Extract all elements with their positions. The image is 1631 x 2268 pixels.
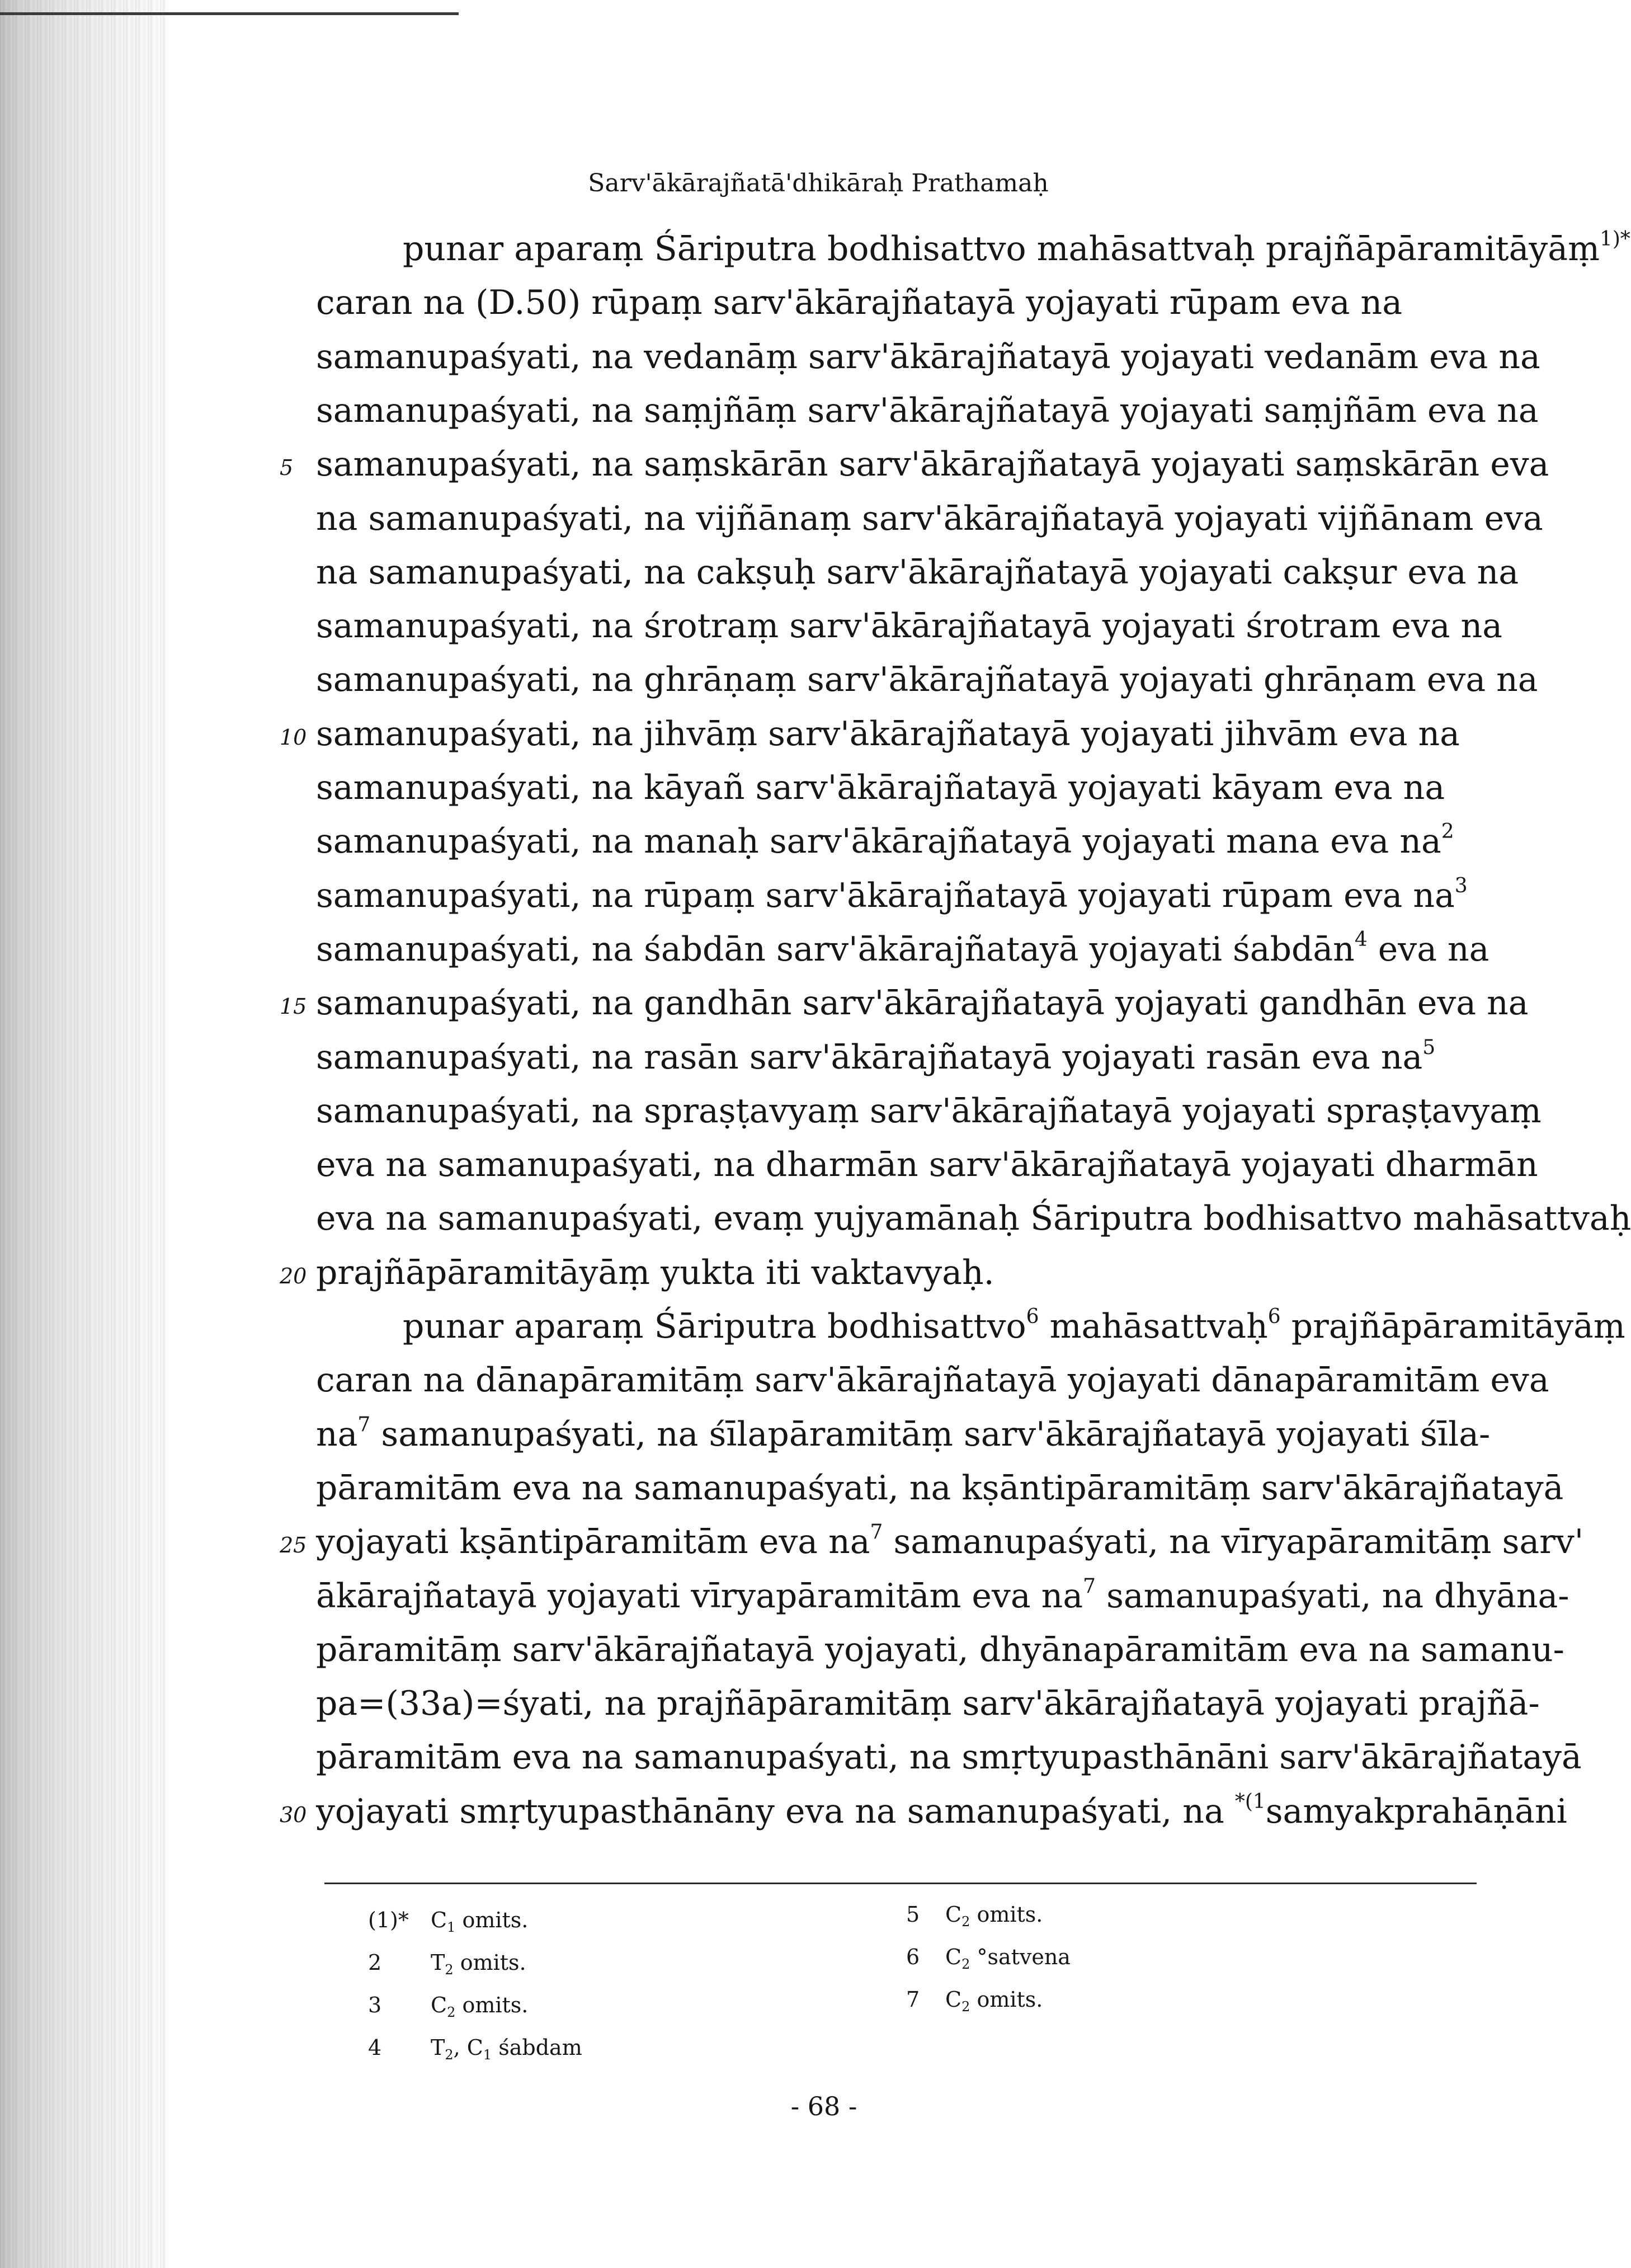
text-line: samanupaśyati, na śrotraṃ sarv'ākārajñatayā yojayati śrotram eva na xyxy=(316,606,1503,646)
text-line: na samanupaśyati, na vijñānaṃ sarv'ākārajñatayā yojayati vijñānam eva xyxy=(316,498,1543,538)
text-line: ākārajñatayā yojayati vīryapāramitām eva $na^7$ samanupaśyati, na dhyāna- xyxy=(316,1574,1569,1616)
text-line: samanupaśyati, na manaḥ sarv'ākārajñatayā yojayati mana eva $na^2$ xyxy=(316,820,1454,862)
running-head: Sarv'ākārajñatā'dhikāraḥ Prathamaḥ xyxy=(588,169,1049,197)
footnote xyxy=(368,1990,528,2020)
text-line: pāramitāṃ sarv'ākārajñatayā yojayati, dhyānapāramitām eva na samanu- xyxy=(316,1630,1564,1669)
text-line: samanupaśyati, na ghrāṇaṃ sarv'ākārajñatayā yojayati ghrāṇam eva na xyxy=(316,660,1538,700)
text-line: samanupaśyati, na gandhān sarv'ākārajñatayā yojayati gandhān eva na xyxy=(316,984,1529,1023)
text-line: pāramitām eva na samanupaśyati, na kṣāntipāramitāṃ sarv'ākārajñatayā xyxy=(316,1468,1564,1508)
footnote-marker: 6 xyxy=(1267,1305,1281,1328)
footnote-marker: 3 xyxy=(1454,874,1468,897)
footnote-text: $C_2$ °satvena xyxy=(945,1945,1071,1972)
footnote xyxy=(906,1942,1071,1972)
footnote xyxy=(368,1947,526,1978)
line-number: 15 xyxy=(280,994,307,1019)
footnote-number: (1)* xyxy=(368,1908,409,1932)
text-line: samanupaśyati, na rūpaṃ sarv'ākārajñatayā yojayati rūpam eva $na^3$ xyxy=(316,874,1468,915)
footnote xyxy=(906,1984,1043,2015)
text-line: samanupaśyati, na spraṣṭavyaṃ sarv'ākārajñatayā yojayati spraṣṭavyaṃ xyxy=(316,1091,1542,1131)
text-line: caran na dānapāramitāṃ sarv'ākārajñatayā yojayati dānapāramitām eva xyxy=(316,1361,1549,1400)
text-line: $na^7$ samanupaśyati, na śīlapāramitāṃ sarv'ākārajñatayā yojayati śīla- xyxy=(316,1413,1491,1454)
line-number: 30 xyxy=(280,1802,307,1827)
top-rule xyxy=(0,12,459,15)
scan-binding-shadow xyxy=(0,0,168,2268)
line-number: 25 xyxy=(280,1533,307,1558)
footnote xyxy=(906,1899,1043,1930)
text-line: samanupaśyati, na saṃjñāṃ sarv'ākārajñatayā yojayati saṃjñām eva na xyxy=(316,390,1539,430)
footnote-marker: 7 xyxy=(1083,1574,1096,1598)
text-line: pāramitām eva na samanupaśyati, na smṛtyupasthānāni sarv'ākārajñatayā xyxy=(316,1738,1582,1777)
footnote-marker: 1)* xyxy=(1599,228,1630,251)
text-line: samanupaśyati, na vedanāṃ sarv'ākārajñatayā yojayati vedanām eva na xyxy=(316,337,1540,377)
text-line: samanupaśyati, na rasān sarv'ākārajñatayā yojayati rasān eva $na^5$ xyxy=(316,1036,1436,1077)
text-line: na samanupaśyati, na cakṣuḥ sarv'ākārajñatayā yojayati cakṣur eva na xyxy=(316,552,1519,592)
footnote-number: 6 xyxy=(906,1945,920,1969)
footnote-text: $T_2$, $C_1$ śabdam xyxy=(431,2035,582,2063)
footnote-text: $C_2$ omits. xyxy=(945,1987,1043,2015)
footnote-number: 4 xyxy=(368,2035,382,2060)
line-number: 20 xyxy=(280,1263,307,1288)
footnote-marker: 7 xyxy=(357,1413,371,1436)
footnote xyxy=(368,2032,582,2063)
text-line: samanupaśyati, na jihvāṃ sarv'ākārajñatayā yojayati jihvām eva na xyxy=(316,714,1460,754)
text-line: pa=(33a)=śyati, na prajñāpāramitāṃ sarv'ākārajñatayā yojayati prajñā- xyxy=(316,1684,1540,1724)
page-number: - 68 - xyxy=(790,2091,857,2121)
footnote-text: $T_2$ omits. xyxy=(431,1950,526,1978)
text-line: eva na samanupaśyati, evaṃ yujyamānaḥ Śāriputra bodhisattvo mahāsattvaḥ xyxy=(316,1199,1631,1239)
text-line: eva na samanupaśyati, na dharmān sarv'ākārajñatayā yojayati dharmān xyxy=(316,1145,1538,1185)
text-line: samanupaśyati, na kāyañ sarv'ākārajñatayā yojayati kāyam eva na xyxy=(316,768,1445,807)
text-line: caran na (D.50) rūpaṃ sarv'ākārajñatayā yojayati rūpam eva na xyxy=(316,283,1402,323)
text-line: samanupaśyati, na saṃskārān sarv'ākārajñatayā yojayati saṃskārān eva xyxy=(316,445,1549,484)
footnote-number: 5 xyxy=(906,1902,920,1927)
footnote-marker: 6 xyxy=(1026,1305,1039,1328)
line-number: 5 xyxy=(280,455,294,481)
footnote-number: 2 xyxy=(368,1950,382,1975)
line-number: 10 xyxy=(280,724,307,750)
footnote-marker: 4 xyxy=(1354,928,1368,951)
footnote-text: $C_2$ omits. xyxy=(431,1993,529,2020)
footnote-text: $C_2$ omits. xyxy=(945,1902,1043,1930)
footnote-marker: 5 xyxy=(1422,1036,1436,1059)
footnote-rule xyxy=(324,1883,1477,1884)
text-line: yojayati smṛtyupasthānāny eva na samanupaśyati, na $^{*(1}$samyakprahāṇāni xyxy=(316,1790,1567,1831)
footnote-marker: 2 xyxy=(1441,820,1454,844)
footnote-marker: *(1 xyxy=(1234,1790,1266,1813)
text-line: yojayati kṣāntipāramitām eva $na^7$ samanupaśyati, na vīryapāramitāṃ sarv' xyxy=(316,1521,1584,1562)
footnote-number: 7 xyxy=(906,1987,920,2012)
footnote-text: $C_1$ omits. xyxy=(431,1908,529,1935)
text-line: prajñāpāramitāyāṃ yukta iti vaktavyaḥ. xyxy=(316,1253,994,1292)
text-line: samanupaśyati, na śabdān sarv'ākārajñatayā yojayati śabdān$^4$ eva na xyxy=(316,928,1489,969)
footnote xyxy=(368,1905,528,1935)
text-line: punar aparaṃ Śāriputra bodhisattvo$^6$ mahāsattvaḥ$^6$ prajñāpāramitāyāṃ xyxy=(403,1305,1625,1346)
text-line: punar aparaṃ Śāriputra bodhisattvo mahāsattvaḥ prajñāpāramitāyāṃ$^{1)*}$ xyxy=(403,228,1630,269)
footnote-number: 3 xyxy=(368,1993,382,2017)
footnote-marker: 7 xyxy=(870,1521,883,1544)
